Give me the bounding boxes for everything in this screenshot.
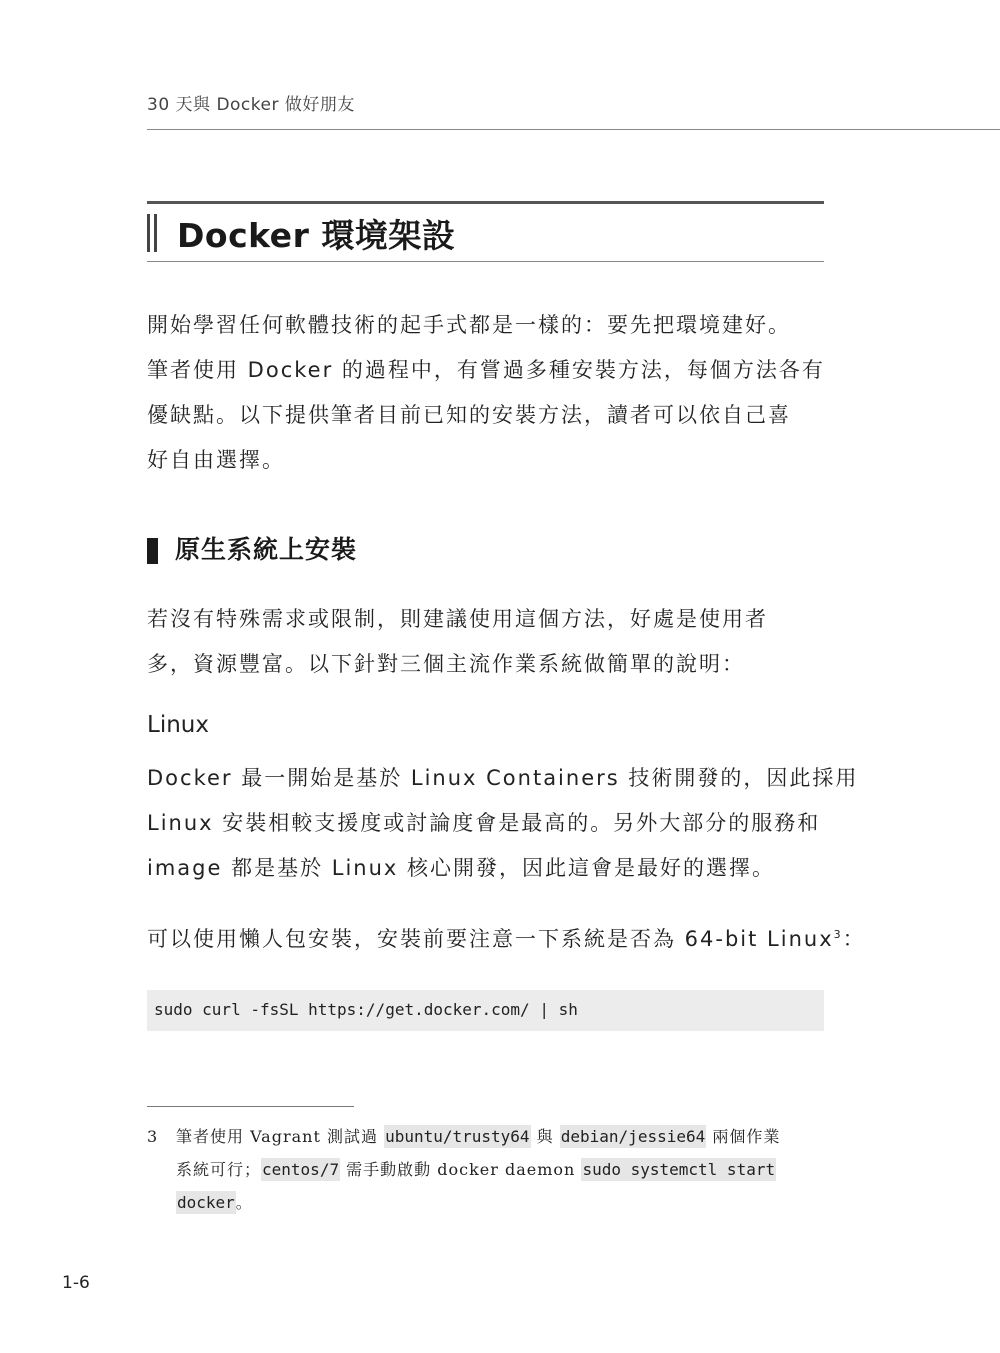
code-block[interactable]: [147, 990, 824, 1031]
chapter-title-box: [147, 201, 824, 262]
footnote-code: centos/7: [262, 1160, 340, 1179]
running-head: 30 天與 Docker 做好朋友: [147, 95, 355, 115]
intro-line: 筆者使用 Docker 的過程中，有嘗過多種安裝方法，每個方法各有: [147, 358, 825, 382]
intro-line: 好自由選擇。: [147, 448, 285, 472]
footnote-line: [176, 1186, 253, 1219]
linux-paragraph: [147, 756, 859, 891]
intro-paragraph: [147, 303, 824, 483]
footnote-text: 筆者使用 Vagrant 測試過: [176, 1127, 385, 1146]
linux-line: Linux 安裝相較支援度或討論度會是最高的。另外大部分的服務和: [147, 811, 821, 835]
title-bars-decoration: [147, 214, 161, 252]
footnote-code: docker: [177, 1193, 235, 1212]
linux-line: image 都是基於 Linux 核心開發，因此這會是最好的選擇。: [147, 856, 776, 880]
footnote-number: 3: [147, 1127, 159, 1146]
page-number: 1-6: [62, 1273, 90, 1293]
footnote-text: 需手動啟動 docker daemon: [340, 1160, 582, 1179]
chapter-title: Docker 環境架設: [177, 216, 456, 255]
section-line: 多，資源豐富。以下針對三個主流作業系統做簡單的說明：: [147, 652, 745, 676]
intro-line: 開始學習任何軟體技術的起手式都是一樣的：要先把環境建好。: [147, 313, 791, 337]
install-suffix: ：: [842, 927, 866, 951]
intro-line: 優缺點。以下提供筆者目前已知的安裝方法，讀者可以依自己喜: [147, 403, 791, 427]
footnote-code: ubuntu/trusty64: [385, 1127, 530, 1146]
footnote-text: 與: [530, 1127, 560, 1146]
footnote-text: 兩個作業: [706, 1127, 781, 1146]
header-rule: [147, 129, 1000, 130]
install-line: [147, 917, 866, 962]
footnote-code: debian/jessie64: [560, 1127, 706, 1146]
footnote-line: [176, 1120, 780, 1153]
footnote-line: [176, 1153, 776, 1186]
footnote-code: sudo systemctl start: [582, 1160, 776, 1179]
linux-line: Docker 最一開始是基於 Linux Containers 技術開發的，因此採用: [147, 766, 859, 790]
install-paragraph: [147, 917, 866, 962]
footnote-text: 。: [235, 1193, 253, 1212]
section-line: 若沒有特殊需求或限制，則建議使用這個方法，好處是使用者: [147, 607, 768, 631]
section-bar-decoration: [147, 538, 158, 564]
linux-heading: Linux: [147, 712, 209, 738]
footnote-text: 系統可行；: [176, 1160, 262, 1179]
footnote-rule: [147, 1106, 354, 1107]
footnote-reference[interactable]: 3: [833, 928, 843, 941]
code-command[interactable]: sudo curl -fsSL https://get.docker.com/ | sh: [154, 1000, 578, 1019]
section-paragraph: [147, 597, 824, 687]
install-text: 可以使用懶人包安裝，安裝前要注意一下系統是否為 64-bit Linux: [147, 927, 834, 951]
section-title: 原生系統上安裝: [175, 535, 358, 564]
